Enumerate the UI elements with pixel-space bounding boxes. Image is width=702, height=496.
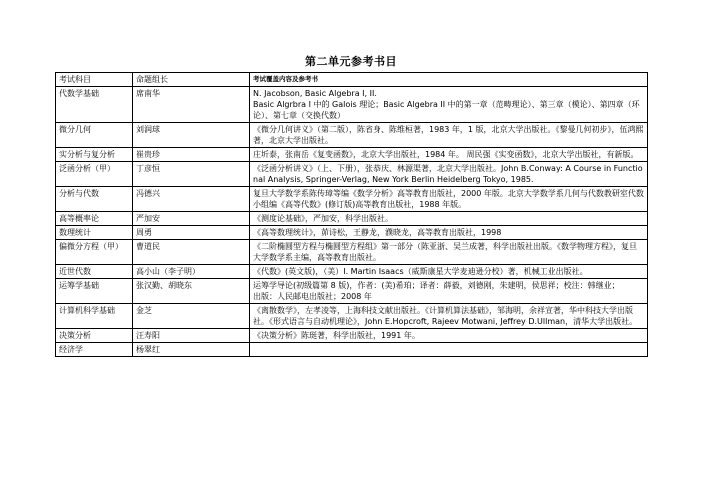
content-cell [250,265,648,279]
content-paragraph: 出版：人民邮电出版社；2008 年 [253,292,372,301]
content-paragraph: 《微分几何讲义》（第二版），陈省身、陈维桓著，1983 年，1 版，北京大学出版社。《黎曼几何初步》，伍鸿熙著，北京大学出版社。 [253,125,644,145]
table-row [56,87,648,123]
content-paragraph: 《离散数学》，左孝凌等，上海科技文献出版社。《计算机算法基础》，邹海明，余祥宣著，华中科技大学出版社。《形式语言与自动机理论》，John E.Hopcroft, Rajeev Motwani, Jeffrey D.Ullman，清华大学出版社。 [253,306,638,326]
table-row [56,148,648,162]
table-row [56,304,648,329]
content-cell [250,148,648,162]
content-paragraph: N. Jacobson, Basic Algebra I, II. [253,89,377,98]
content-paragraph: 《泛函分析讲义》（上、下册），张恭庆、林源渠著，北京大学出版社。John B.Conway: A Course in Functional Analysis, Springer-Verlag, New York Berlin Heidelberg Tokyo, 1985. [253,164,643,184]
leader-cell: 崔贵珍 [133,148,250,162]
leader-cell: 丁彦恒 [133,162,250,187]
content-cell [250,304,648,329]
leader-cell: 曹道民 [133,240,250,265]
content-paragraph: 《决策分析》陈珽著，科学出版社，1991 年。 [253,331,420,340]
table-row [56,343,648,357]
content-cell [250,343,648,357]
page-title: 第二单元参考书目 [305,55,397,68]
header-content: 考试覆盖内容及参考书 [250,73,648,87]
leader-cell: 杨翠红 [133,343,250,357]
table-row [56,162,648,187]
content-paragraph: 《测度论基础》，严加安，科学出版社。 [253,214,393,223]
subject-cell: 微分几何 [56,123,133,148]
content-cell [250,240,648,265]
content-cell [250,212,648,226]
subject-cell: 近世代数 [56,265,133,279]
content-paragraph: 《高等数理统计》，茆诗松，王静龙，濮晓龙，高等教育出版社，1998 [253,228,502,237]
subject-cell: 计算机科学基础 [56,304,133,329]
leader-cell: 周勇 [133,226,250,240]
subject-cell: 偏微分方程（甲） [56,240,133,265]
content-cell [250,187,648,212]
leader-cell: 汪寿阳 [133,329,250,343]
subject-cell: 运筹学基础 [56,279,133,304]
subject-cell: 实分析与复分析 [56,148,133,162]
leader-cell: 冯德兴 [133,187,250,212]
table-row [56,187,648,212]
subject-cell: 泛函分析（甲） [56,162,133,187]
leader-cell: 高小山（李子明） [133,265,250,279]
subject-cell: 决策分析 [56,329,133,343]
content-cell [250,279,648,304]
leader-cell: 刘润球 [133,123,250,148]
content-cell [250,329,648,343]
content-cell [250,123,648,148]
content-paragraph: 《代数》(英文版)，（美）I. Martin Isaacs（威斯康星大学麦迪逊分校）著，机械工业出版社。 [253,267,588,276]
reference-table [55,72,648,357]
table-row [56,212,648,226]
header-subject: 考试科目 [56,73,133,87]
table-row [56,279,648,304]
leader-cell: 席南华 [133,87,250,123]
table-header-row [56,73,648,87]
header-leader: 命题组长 [133,73,250,87]
content-paragraph: 庄圻泰，张南岳《复变函数》，北京大学出版社，1984 年。 周民强《实变函数》，北京大学出版社，有新版。 [253,150,639,159]
leader-cell: 张汉勤、胡晓东 [133,279,250,304]
content-paragraph: Basic Algrbra I 中的 Galois 理论；Basic Algebra II 中的第一章（范畴理论）、第三章（模论）、第四章（环论）、第七章（交换代数） [253,100,640,120]
table-row [56,240,648,265]
content-paragraph: 《二阶椭圆型方程与椭圆型方程组》第一部分（陈亚浙、吴兰成著，科学出版社出版。《数学物理方程》，复旦大学数学系主编，高等教育出版社。 [253,242,637,262]
subject-cell: 经济学 [56,343,133,357]
subject-cell: 高等概率论 [56,212,133,226]
content-paragraph: 运筹学导论(初级篇第 8 版)，作者：(美)希珀；译者：薛毅，刘德刚，朱建明，侯思祥；校注：韩继业； [253,281,620,290]
content-cell [250,162,648,187]
table-row [56,265,648,279]
leader-cell: 金芝 [133,304,250,329]
subject-cell: 代数学基础 [56,87,133,123]
content-cell [250,226,648,240]
leader-cell: 严加安 [133,212,250,226]
subject-cell: 数理统计 [56,226,133,240]
table-row [56,226,648,240]
table-row [56,123,648,148]
table-row [56,329,648,343]
subject-cell: 分析与代数 [56,187,133,212]
content-cell [250,87,648,123]
content-paragraph: 复旦大学数学系陈传璋等编《数学分析》高等教育出版社，2000 年版。北京大学数学系几何与代数教研室代数小组编《高等代数》(修订版)高等教育出版社，1988 年版。 [253,189,644,209]
